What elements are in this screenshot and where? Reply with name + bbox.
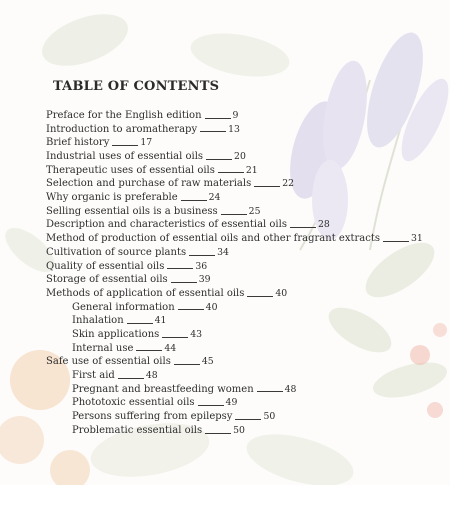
toc-entry-label: Brief history: [46, 137, 110, 149]
toc-leader-line: [200, 131, 226, 132]
toc-leader-line: [167, 268, 193, 269]
toc-entry[interactable]: [46, 150, 446, 164]
toc-entry-label: First aid: [72, 370, 115, 382]
toc-leader-line: [383, 241, 409, 242]
toc-page-number: 22: [282, 178, 295, 190]
toc-leader-line: [254, 186, 280, 187]
toc-entry-label: Persons suffering from epilepsy: [72, 411, 233, 423]
toc-entry[interactable]: [46, 232, 446, 246]
toc-entry-label: Skin applications: [72, 328, 160, 340]
toc-entry-label: Introduction to aromatherapy: [46, 123, 198, 135]
toc-leader-line: [112, 145, 138, 146]
toc-leader-line: [290, 227, 316, 228]
toc-leader-line: [198, 405, 224, 406]
toc-page-number: 24: [208, 192, 221, 204]
toc-subentry[interactable]: [46, 369, 446, 383]
toc-leader-line: [205, 433, 231, 434]
toc-leader-line: [206, 159, 232, 160]
toc-page-number: 9: [232, 109, 239, 121]
toc-page-number: 40: [205, 301, 218, 313]
toc-list: [46, 109, 446, 438]
toc-entry[interactable]: [46, 109, 446, 123]
toc-entry[interactable]: [46, 260, 446, 274]
toc-entry-label: Cultivation of source plants: [46, 246, 187, 258]
toc-page-number: 40: [275, 287, 288, 299]
toc-page-number: 20: [234, 151, 246, 163]
toc-leader-line: [189, 255, 215, 256]
toc-entry-label: Phototoxic essential oils: [72, 397, 195, 409]
toc-page-number: 45: [201, 356, 214, 368]
toc-page-number: 31: [410, 233, 423, 245]
toc-page-number: 49: [225, 397, 238, 409]
toc-entry[interactable]: [46, 273, 446, 287]
toc-entry-label: Quality of essential oils: [46, 260, 165, 272]
toc-page-number: 41: [154, 315, 167, 327]
toc-entry[interactable]: [46, 123, 446, 137]
toc-page-number: 28: [317, 219, 330, 231]
toc-entry[interactable]: [46, 177, 446, 191]
toc-leader-line: [235, 419, 261, 420]
toc-leader-line: [178, 309, 204, 310]
toc-leader-line: [221, 214, 247, 215]
page-bottom-margin: [0, 485, 450, 525]
toc-page-number: 34: [217, 246, 229, 258]
toc-entry-label: Why organic is preferable: [46, 192, 178, 204]
toc-leader-line: [205, 118, 231, 119]
toc-entry-label: Industrial uses of essential oils: [46, 151, 204, 163]
toc-subentry[interactable]: [46, 328, 446, 342]
toc-entry-label: Therapeutic uses of essential oils: [46, 164, 215, 176]
toc-page-number: 36: [195, 260, 208, 272]
toc-leader-line: [181, 200, 207, 201]
toc-leader-line: [162, 337, 188, 338]
toc-page-number: 17: [140, 137, 153, 149]
toc-subentry[interactable]: [46, 383, 446, 397]
toc-page-number: 13: [228, 123, 240, 135]
toc-entry-label: General information: [72, 301, 175, 313]
toc-leader-line: [257, 391, 283, 392]
toc-page-number: 25: [248, 205, 261, 217]
toc-entry-label: Selection and purchase of raw materials: [46, 178, 252, 190]
toc-entry-label: Internal use: [72, 342, 134, 354]
toc-leader-line: [247, 296, 273, 297]
toc-subentry[interactable]: [46, 410, 446, 424]
toc-entry[interactable]: [46, 219, 446, 233]
toc-page-number: 48: [145, 370, 158, 382]
toc-entry-label: Pregnant and breastfeeding women: [72, 383, 254, 395]
toc-entry-label: Problematic essential oils: [72, 424, 203, 436]
toc-subentry[interactable]: [46, 424, 446, 438]
toc-page-number: 21: [245, 164, 258, 176]
toc-entry[interactable]: [46, 191, 446, 205]
toc-entry-label: Description and characteristics of essential oils: [46, 219, 287, 231]
toc-leader-line: [218, 172, 244, 173]
toc-subentry[interactable]: [46, 396, 446, 410]
toc-leader-line: [118, 378, 144, 379]
toc-entry[interactable]: [46, 355, 446, 369]
toc-page-number: 50: [233, 424, 245, 436]
toc-entry-label: Safe use of essential oils: [46, 356, 171, 368]
toc-entry[interactable]: [46, 205, 446, 219]
toc-page-number: 50: [263, 411, 276, 423]
toc-entry[interactable]: [46, 136, 446, 150]
toc-page-number: 43: [190, 328, 203, 340]
toc-leader-line: [174, 364, 200, 365]
toc-leader-line: [127, 323, 153, 324]
toc-entry-label: Method of production of essential oils and other fragrant extracts: [46, 233, 380, 245]
toc-entry-label: Inhalation: [72, 315, 124, 327]
toc-leader-line: [136, 350, 162, 351]
toc-page-number: 48: [284, 383, 297, 395]
toc-entry-label: Preface for the English edition: [46, 109, 202, 121]
toc-subentry[interactable]: [46, 314, 446, 328]
toc-page-number: 39: [198, 274, 211, 286]
toc-title: TABLE OF CONTENTS: [53, 79, 220, 94]
toc-subentry[interactable]: [46, 342, 446, 356]
toc-leader-line: [171, 282, 197, 283]
toc-entry[interactable]: [46, 246, 446, 260]
toc-entry-label: Methods of application of essential oils: [46, 287, 245, 299]
toc-page-number: 44: [164, 342, 177, 354]
toc-entry[interactable]: [46, 164, 446, 178]
toc-entry-label: Selling essential oils is a business: [46, 205, 218, 217]
toc-entry-label: Storage of essential oils: [46, 274, 168, 286]
toc-subentry[interactable]: [46, 301, 446, 315]
toc-entry[interactable]: [46, 287, 446, 301]
